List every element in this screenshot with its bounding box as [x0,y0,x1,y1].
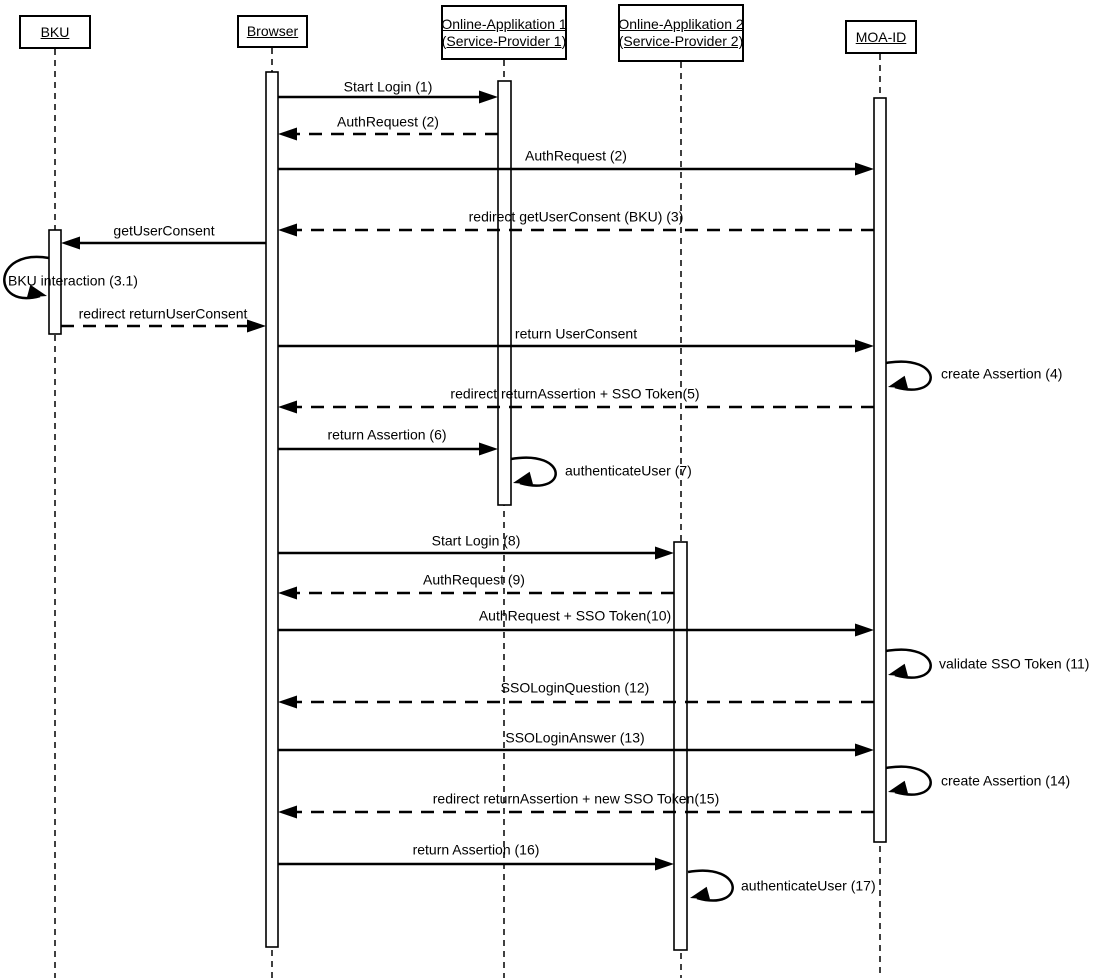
message-label-start-login-8: Start Login (8) [431,532,521,549]
actor-box-bku [19,15,91,49]
activation-bar-oa1 [498,81,511,505]
message-label-authrequest-2: AuthRequest (2) [525,147,627,164]
message-arrowhead-redirect-returnassertion-new-sso-token-15 [278,806,297,819]
message-label-authrequest-2: AuthRequest (2) [337,113,439,130]
message-arrowhead-redirect-returnassertion-sso-token-5 [278,401,297,414]
message-label-start-login-1: Start Login (1) [343,78,433,95]
message-label-return-assertion-16: return Assertion (16) [412,841,540,858]
message-label-redirect-returnassertion-new-sso-token-15: redirect returnAssertion + new SSO Token(15) [432,790,720,807]
message-label-redirect-returnassertion-sso-token-5: redirect returnAssertion + SSO Token(5) [450,385,700,402]
message-label-redirect-getuserconsent-bku-3: redirect getUserConsent (BKU) (3) [468,208,684,225]
self-loop-label-authenticateuser-7: authenticateUser (7) [565,462,692,479]
actor-box-browser [237,15,308,48]
message-arrowhead-authrequest-2 [278,128,297,141]
message-arrowhead-authrequest-sso-token-10 [855,624,874,637]
self-loop-label-authenticateuser-17: authenticateUser (17) [741,877,876,894]
message-label-return-assertion-6: return Assertion (6) [327,426,447,443]
message-arrowhead-ssologinanswer-13 [855,744,874,757]
message-label-getuserconsent: getUserConsent [113,222,215,239]
self-loop-arrowhead-authenticateuser-17 [690,887,710,900]
message-arrowhead-ssologinquestion-12 [278,696,297,709]
activation-bar-browser [266,72,278,947]
self-loop-arrowhead-validate-sso-token-11 [888,664,908,677]
message-arrowhead-return-userconsent [855,340,874,353]
actor-box-oa2 [618,4,744,62]
message-arrowhead-authrequest-9 [278,587,297,600]
self-loop-label-create-assertion-4: create Assertion (4) [941,365,1063,382]
message-arrowhead-redirect-returnuserconsent [247,320,266,333]
message-arrowhead-authrequest-2 [855,163,874,176]
actor-box-oa1 [441,5,567,60]
activation-bar-moa [874,98,886,842]
message-label-ssologinquestion-12: SSOLoginQuestion (12) [500,679,650,696]
message-arrowhead-start-login-8 [655,547,674,560]
message-label-authrequest-9: AuthRequest (9) [423,571,525,588]
actor-label-browser: Browser [246,23,299,39]
message-arrowhead-redirect-getuserconsent-bku-3 [278,224,297,237]
self-loop-arrowhead-create-assertion-4 [888,376,908,389]
actor-label-oa1-line-2: (Service-Provider 1) [441,32,567,49]
actor-label-oa2-line-2: (Service-Provider 2) [618,33,744,49]
self-loop-arrowhead-create-assertion-14 [888,781,908,794]
self-loop-label-validate-sso-token-11: validate SSO Token (11) [939,655,1090,672]
message-arrowhead-getuserconsent [61,237,80,250]
actor-label-oa1-line-1: Online-Applikation 1 [441,15,567,32]
message-label-ssologinanswer-13: SSOLoginAnswer (13) [505,729,645,746]
message-label-return-userconsent: return UserConsent [514,325,638,342]
message-arrowhead-return-assertion-16 [655,858,674,871]
self-loop-label-bku-interaction-3-1: BKU interaction (3.1) [8,272,138,289]
actor-label-bku: BKU [40,23,70,40]
message-arrowhead-return-assertion-6 [479,443,498,456]
self-loop-arrowhead-authenticateuser-7 [513,472,533,485]
message-arrowhead-start-login-1 [479,91,498,104]
actor-label-moa: MOA-ID [855,28,907,45]
message-label-authrequest-sso-token-10: AuthRequest + SSO Token(10) [478,607,672,624]
self-loop-label-create-assertion-14: create Assertion (14) [941,772,1071,789]
activation-bar-oa2 [674,542,687,950]
actor-label-oa2-line-1: Online-Applikation 2 [618,16,744,32]
message-label-redirect-returnuserconsent: redirect returnUserConsent [78,305,248,322]
actor-box-moa [845,20,917,54]
